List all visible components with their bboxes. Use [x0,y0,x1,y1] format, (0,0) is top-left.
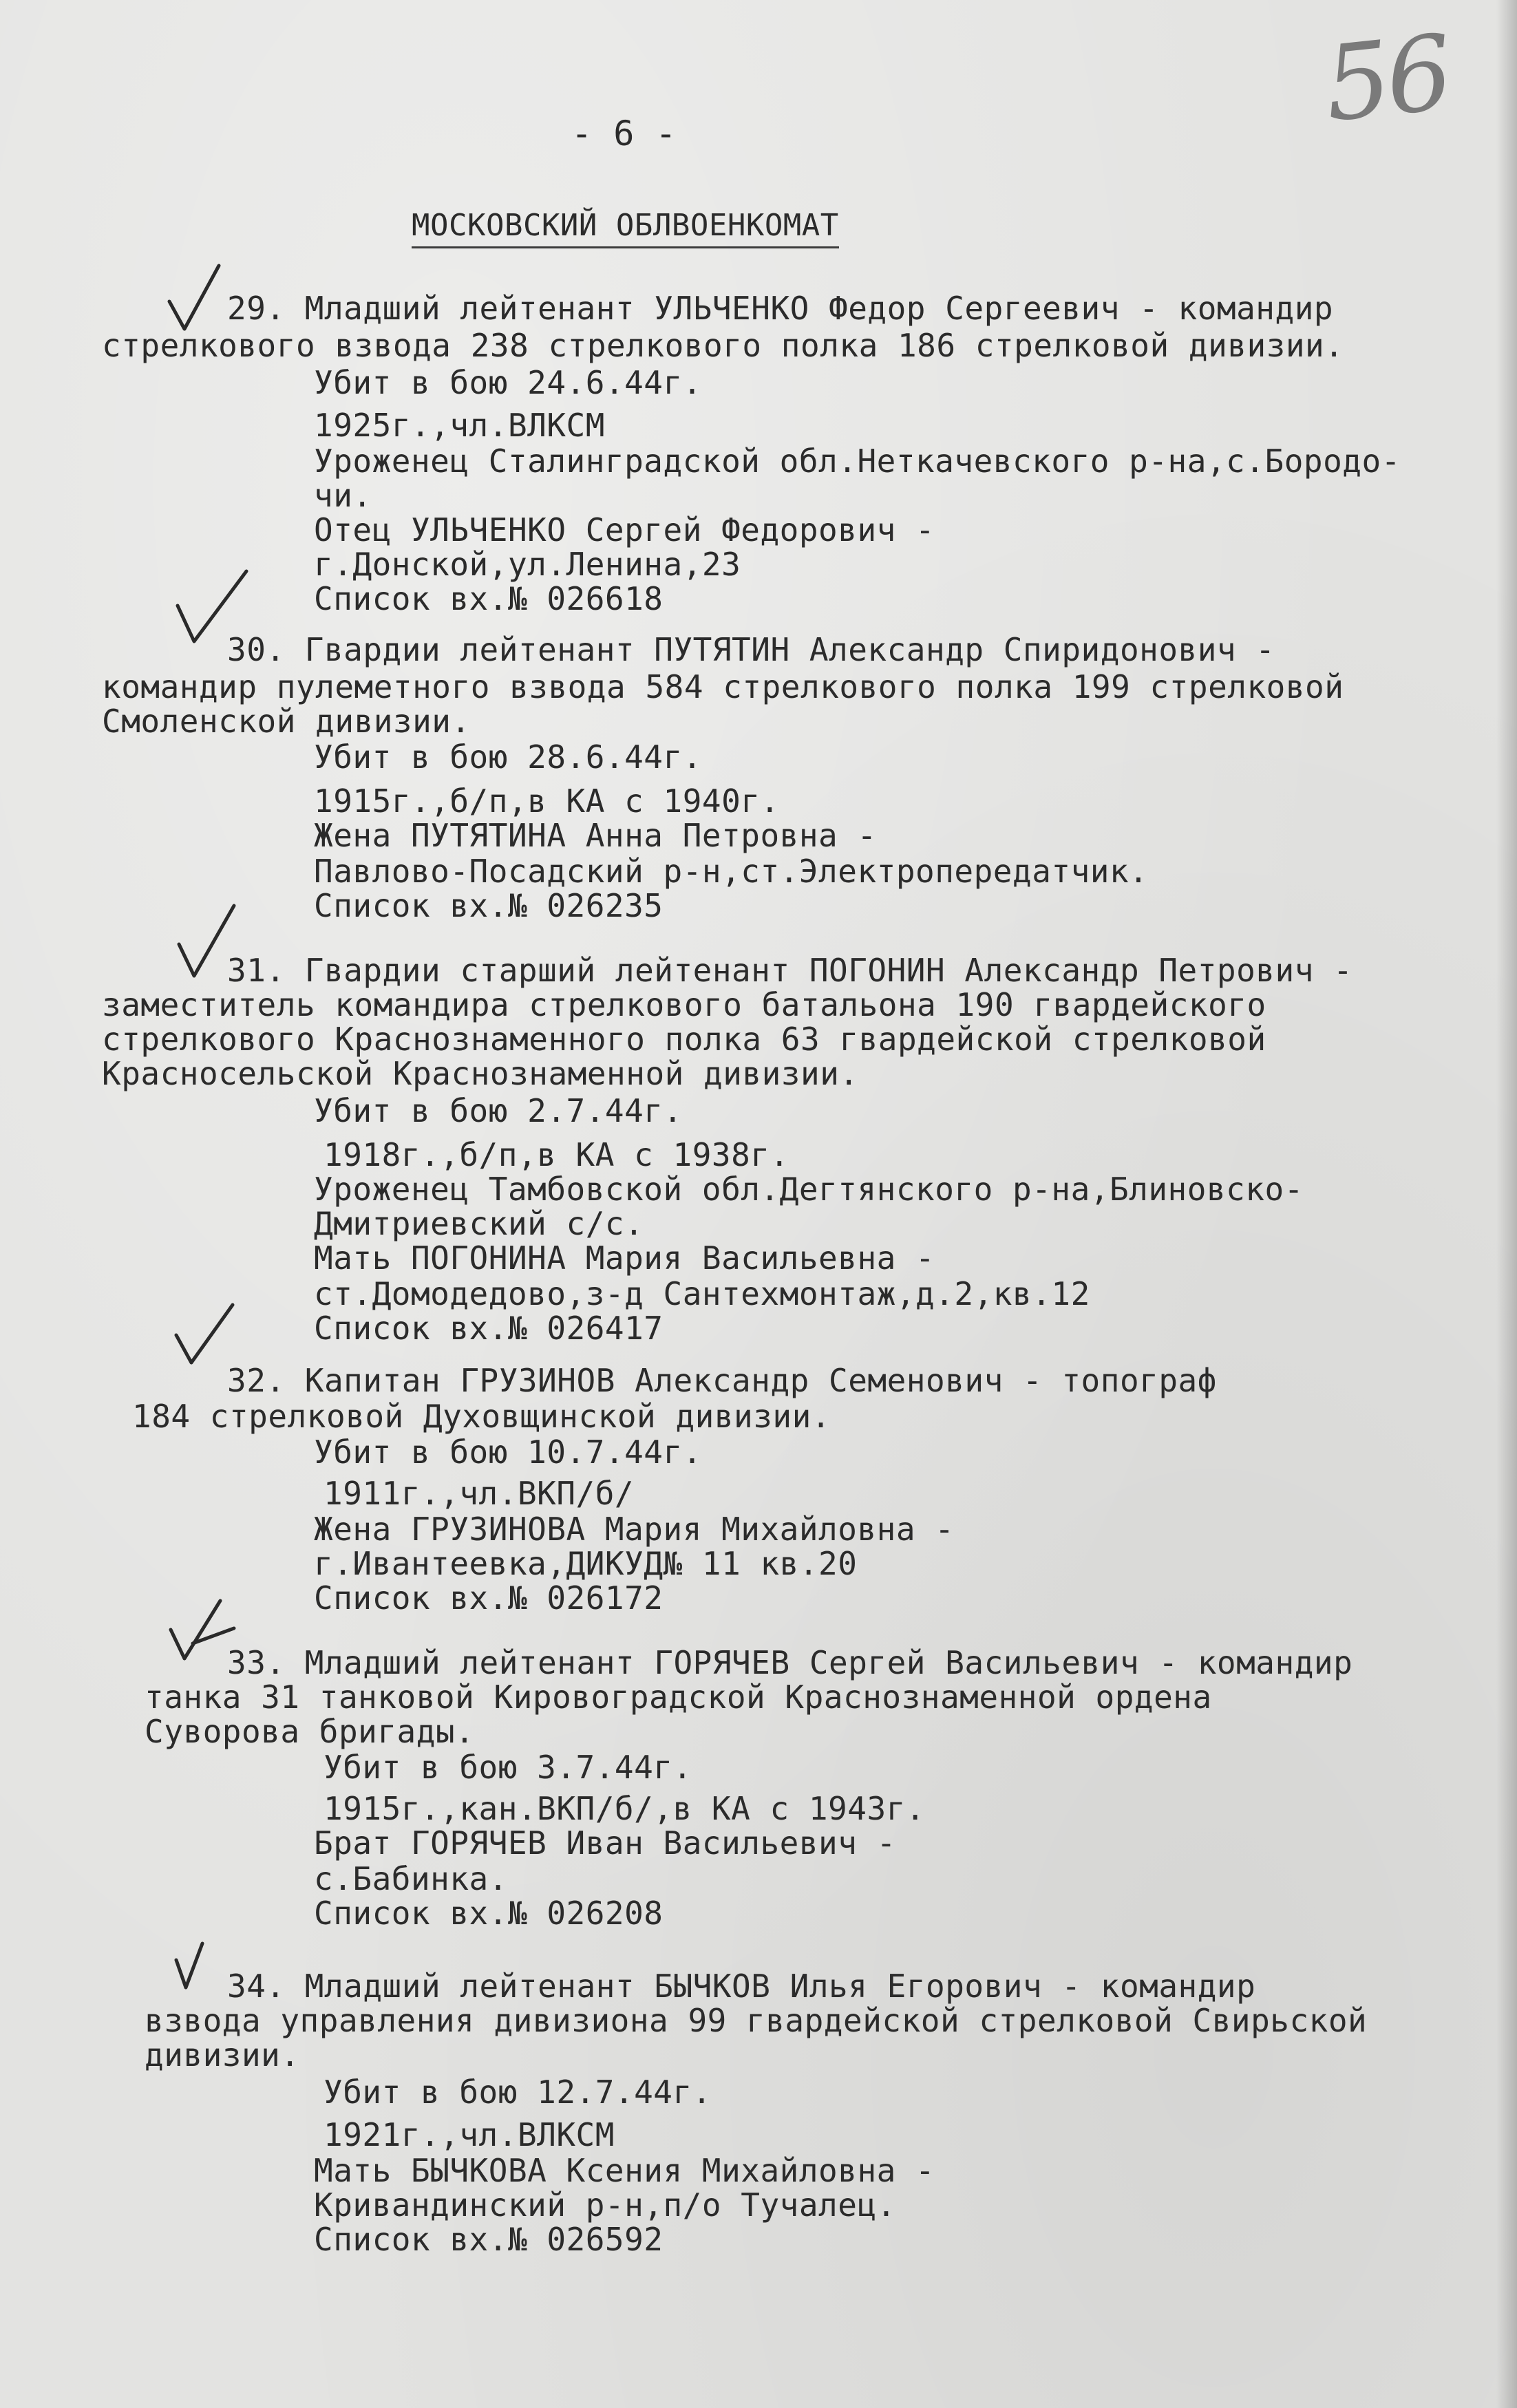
page-number: - 6 - [571,114,677,153]
entry-line: 33. Младший лейтенант ГОРЯЧЕВ Сергей Васильевич - командир [227,1644,1353,1681]
entry-line: 1915г.,б/п,в КА с 1940г. [314,782,780,820]
entry-line: Убит в бою 2.7.44г. [314,1092,683,1129]
entry-line: Кривандинский р-н,п/о Тучалец. [314,2186,896,2224]
entry-line: Список вх.№ 026618 [314,580,664,617]
entry-line: Уроженец Тамбовской обл.Дегтянского р-на,Блиновско- [314,1171,1304,1208]
entry-line: Список вх.№ 026235 [314,887,664,924]
entry-line: 1918г.,б/п,в КА с 1938г. [323,1136,789,1173]
entry-line: Мать ПОГОНИНА Мария Васильевна - [314,1239,935,1277]
entry-line: Убит в бою 24.6.44г. [314,364,702,401]
entry-line: 32. Капитан ГРУЗИНОВ Александр Семенович - топограф [227,1362,1217,1399]
entry-line: Убит в бою 12.7.44г. [323,2074,712,2111]
entry-line: взвода управления дивизиона 99 гвардейской стрелковой Свирьской [145,2002,1368,2039]
check-mark-icon [172,1939,213,1994]
entry-line: Смоленской дивизии. [102,703,471,740]
entry-line: 29. Младший лейтенант УЛЬЧЕНКО Федор Сергеевич - командир [227,290,1334,327]
entry-line: Отец УЛЬЧЕНКО Сергей Федорович - [314,511,935,548]
entry-line: стрелкового взвода 238 стрелкового полка 186 стрелковой дивизии. [102,327,1344,364]
entry-line: Список вх.№ 026172 [314,1579,664,1617]
entry-line: командир пулеметного взвода 584 стрелкового полка 199 стрелковой [102,668,1344,705]
entry-line: Убит в бою 10.7.44г. [314,1434,702,1471]
entry-line: 34. Младший лейтенант БЫЧКОВ Илья Егорович - командир [227,1968,1256,2005]
entry-line: г.Ивантеевка,ДИКУД№ 11 кв.20 [314,1545,858,1582]
entry-line: Убит в бою 28.6.44г. [314,738,702,776]
entry-line: Брат ГОРЯЧЕВ Иван Васильевич - [314,1824,896,1862]
entry-line: 1921г.,чл.ВЛКСМ [323,2116,615,2153]
entry-line: Красносельской Краснознаменной дивизии. [102,1055,859,1092]
entry-line: 30. Гвардии лейтенант ПУТЯТИН Александр Спиридонович - [227,631,1275,668]
check-mark-icon [164,260,226,336]
entry-line: Жена ГРУЗИНОВА Мария Михайловна - [314,1511,955,1548]
entry-line: г.Донской,ул.Ленина,23 [314,546,741,583]
entry-line: 184 стрелковой Духовщинской дивизии. [132,1398,831,1435]
entry-line: Дмитриевский с/с. [314,1205,644,1242]
check-mark-icon [171,1299,240,1368]
entry-line: Мать БЫЧКОВА Ксения Михайловна - [314,2152,935,2189]
page-edge-shadow [1496,0,1517,2408]
entry-line: заместитель командира стрелкового батальона 190 гвардейского [102,986,1266,1023]
entry-line: стрелкового Краснознаменного полка 63 гвардейской стрелковой [102,1021,1266,1058]
page-heading: МОСКОВСКИЙ ОБЛВОЕНКОМАТ [412,206,839,248]
entry-line: танка 31 танковой Кировоградской Краснознаменной ордена [145,1679,1212,1716]
entry-line: Список вх.№ 026208 [314,1895,664,1932]
entry-line: Жена ПУТЯТИНА Анна Петровна - [314,817,877,854]
entry-line: с.Бабинка. [314,1860,508,1897]
entry-line: Суворова бригады. [145,1713,475,1750]
entry-line: 1915г.,кан.ВКП/б/,в КА с 1943г. [323,1790,926,1827]
entry-line: дивизии. [145,2036,300,2074]
entry-line: чи. [314,477,372,514]
entry-line: 1925г.,чл.ВЛКСМ [314,407,605,444]
archive-page-number: 56 [1319,13,1454,145]
entry-line: Убит в бою 3.7.44г. [323,1749,692,1786]
entry-line: 31. Гвардии старший лейтенант ПОГОНИН Александр Петрович - [227,952,1353,989]
entry-line: ст.Домодедово,з-д Сантехмонтаж,д.2,кв.12 [314,1275,1090,1312]
entry-line: 1911г.,чл.ВКП/б/ [323,1475,635,1512]
entry-line: Уроженец Сталинградской обл.Неткачевского р-на,с.Бородо- [314,443,1401,480]
entry-line: Павлово-Посадский р-н,ст.Электропередатчик. [314,853,1149,890]
entry-line: Список вх.№ 026417 [314,1310,664,1347]
entry-line: Список вх.№ 026592 [314,2221,664,2258]
